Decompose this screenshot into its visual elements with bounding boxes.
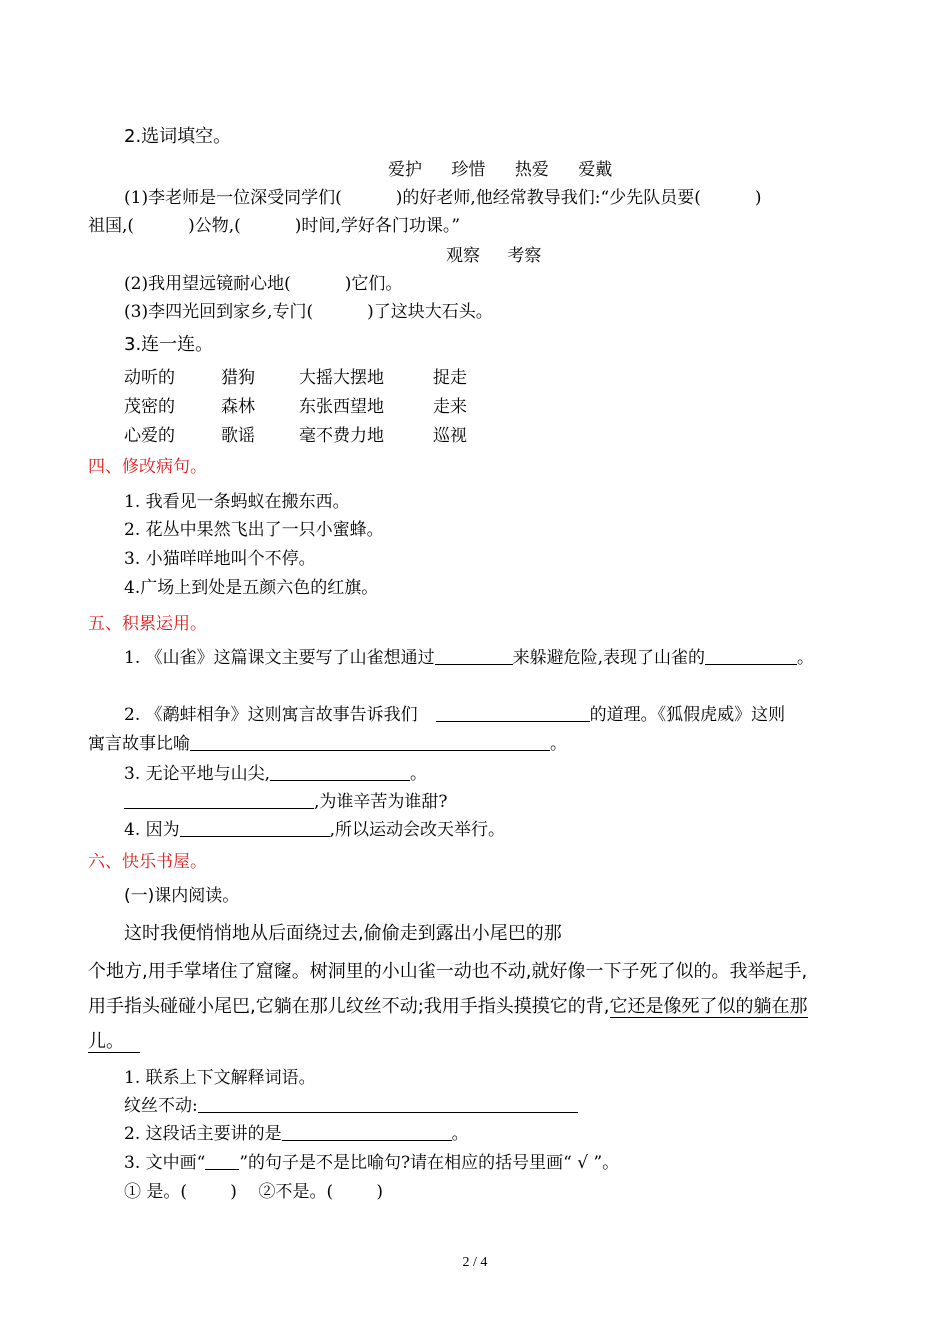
section-5-heading: 五、积累运用。 xyxy=(88,614,207,634)
page-number: 2 / 4 xyxy=(462,1255,488,1270)
q2-word-bank-1 xyxy=(388,158,636,182)
match-word[interactable]: 森林 xyxy=(221,397,255,417)
reading-question-3-options[interactable]: ① 是。( ) ②不是。( ) xyxy=(124,1182,384,1202)
section-4-heading: 四、修改病句。 xyxy=(88,457,207,477)
fill-item-3b xyxy=(124,790,448,814)
q3-title: 3.连一连。 xyxy=(124,334,214,355)
fill-text: 。 xyxy=(797,648,815,668)
fill-text: 4. 因为 xyxy=(124,820,180,840)
q2-title: 2.选词填空。 xyxy=(124,126,232,147)
question-text: 。 xyxy=(451,1124,469,1144)
question-text: 3. 文中画“ xyxy=(124,1153,206,1173)
q2-item1-line2: 祖国,( )公物,( )时间,学好各门功课。” xyxy=(88,216,461,236)
answer-blank[interactable] xyxy=(270,762,410,781)
passage-line: 这时我便悄悄地从后面绕过去,偷偷走到露出小尾巴的那 xyxy=(124,923,562,944)
fill-item-3 xyxy=(124,762,427,786)
passage-line: 个地方,用手掌堵住了窟窿。树洞里的小山雀一动也不动,就好像一下子死了似的。我举起手, xyxy=(88,961,808,982)
sentence-item: 3. 小猫咩咩地叫个不停。 xyxy=(124,549,316,569)
match-word[interactable]: 动听的 xyxy=(124,368,175,388)
passage-text: 用手指头碰碰小尾巴,它躺在那儿纹丝不动;我用手指头摸摸它的背, xyxy=(88,996,610,1017)
word-option: 爱护 xyxy=(388,160,422,180)
match-word[interactable]: 心爱的 xyxy=(124,426,175,446)
word-option: 观察 xyxy=(446,246,480,266)
fill-text: 。 xyxy=(410,764,428,784)
match-word[interactable]: 大摇大摆地 xyxy=(299,368,384,388)
question-text: ”的句子是不是比喻句?请在相应的括号里画“ √ ”。 xyxy=(239,1153,620,1173)
fill-text: 寓言故事比喻 xyxy=(88,734,190,754)
match-word[interactable]: 毫不费力地 xyxy=(299,426,384,446)
fill-text: ,所以运动会改天举行。 xyxy=(329,820,506,840)
word-option: 珍惜 xyxy=(451,160,486,180)
word-option: 热爱 xyxy=(514,160,549,180)
question-text: 纹丝不动: xyxy=(124,1096,198,1116)
reading-question-1: 1. 联系上下文解释词语。 xyxy=(124,1068,316,1088)
q2-item3: (3)李四光回到家乡,专门( )了这块大石头。 xyxy=(124,302,493,322)
fill-text: 2. 《鹬蚌相争》这则寓言故事告诉我们 xyxy=(124,705,418,725)
answer-blank[interactable] xyxy=(435,646,513,665)
sentence-item: 2. 花丛中果然飞出了一只小蜜蜂。 xyxy=(124,520,384,540)
fill-text: ,为谁辛苦为谁甜? xyxy=(314,792,448,812)
reading-question-1b xyxy=(124,1094,578,1118)
answer-blank[interactable] xyxy=(180,818,330,837)
answer-blank[interactable] xyxy=(282,1122,452,1141)
match-word[interactable]: 茂密的 xyxy=(124,397,175,417)
question-text: 2. 这段话主要讲的是 xyxy=(124,1124,282,1144)
match-word[interactable]: 巡视 xyxy=(433,426,467,446)
match-word[interactable]: 走来 xyxy=(433,397,467,417)
reading-question-2 xyxy=(124,1122,469,1146)
fill-text: 。 xyxy=(550,734,567,754)
answer-blank[interactable] xyxy=(436,703,590,722)
sentence-item: 4.广场上到处是五颜六色的红旗。 xyxy=(124,578,379,598)
fill-text: 3. 无论平地与山尖, xyxy=(124,764,271,784)
answer-blank[interactable] xyxy=(190,732,550,751)
underlined-sentence: 儿。 xyxy=(88,1031,140,1053)
fill-item-2 xyxy=(124,703,785,727)
passage-line xyxy=(88,1030,140,1054)
underline-sample xyxy=(205,1151,239,1170)
sentence-item: 1. 我看见一条蚂蚁在搬东西。 xyxy=(124,492,350,512)
match-row xyxy=(124,366,467,390)
match-word[interactable]: 歌谣 xyxy=(221,426,255,446)
reading-question-3 xyxy=(124,1151,619,1175)
q2-item1-line1: (1)李老师是一位深受同学们( )的好老师,他经常教导我们:“少先队员要( ) xyxy=(124,188,762,208)
fill-text: 1. 《山雀》这篇课文主要写了山雀想通过 xyxy=(124,648,435,668)
section-6-heading: 六、快乐书屋。 xyxy=(88,852,207,872)
word-option: 爱戴 xyxy=(578,160,613,180)
word-option: 考察 xyxy=(507,246,542,266)
match-word[interactable]: 猎狗 xyxy=(221,368,255,388)
fill-text: 的道理。《狐假虎威》这则 xyxy=(589,705,786,725)
passage-line xyxy=(88,995,808,1019)
fill-item-4 xyxy=(124,818,505,842)
match-word[interactable]: 捉走 xyxy=(433,368,467,388)
reading-subheading: (一)课内阅读。 xyxy=(124,886,240,906)
q2-item2: (2)我用望远镜耐心地( )它们。 xyxy=(124,274,403,294)
answer-blank[interactable] xyxy=(124,790,314,809)
fill-item-2b xyxy=(88,732,567,756)
q2-word-bank-2 xyxy=(446,244,563,268)
underlined-sentence: 它还是像死了似的躺在那 xyxy=(609,996,808,1017)
fill-item-1 xyxy=(124,646,814,670)
match-row xyxy=(124,395,467,419)
fill-text: 来躲避危险,表现了山雀的 xyxy=(512,648,706,668)
answer-blank[interactable] xyxy=(705,646,797,665)
match-word[interactable]: 东张西望地 xyxy=(299,397,384,417)
match-row xyxy=(124,424,467,448)
answer-blank[interactable] xyxy=(198,1094,578,1113)
